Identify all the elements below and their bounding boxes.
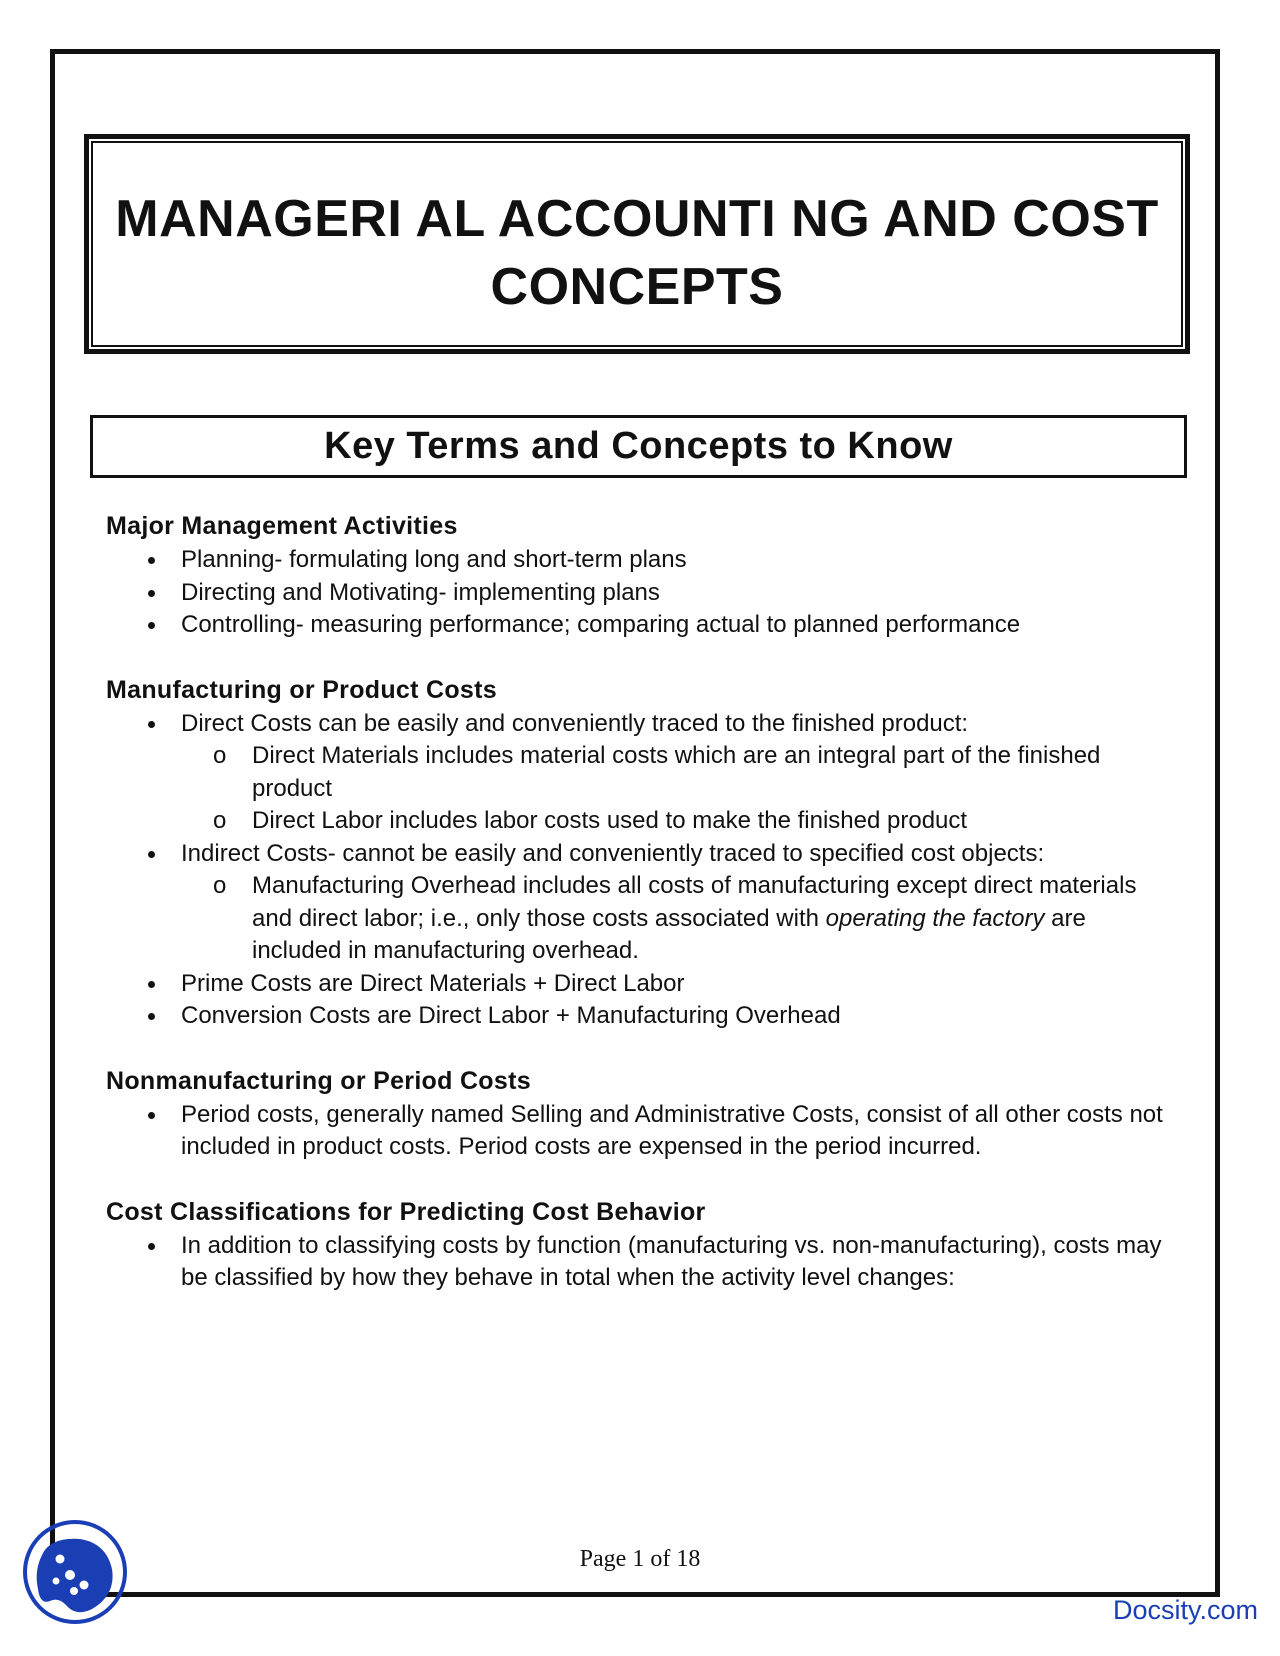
bullet-icon bbox=[148, 590, 155, 597]
sub-list-item bbox=[213, 740, 1176, 805]
section-heading: Nonmanufacturing or Period Costs bbox=[106, 1066, 531, 1095]
section-heading: Major Management Activities bbox=[106, 512, 458, 540]
subtitle-box bbox=[90, 415, 1187, 478]
list-item-text: Prime Costs are Direct Materials + Direct Labor bbox=[181, 969, 685, 997]
section-period-costs bbox=[106, 1065, 1176, 1164]
list-item bbox=[106, 708, 1176, 838]
sub-list-item bbox=[213, 805, 1176, 838]
list-item bbox=[106, 609, 1176, 642]
bullet-list bbox=[106, 1099, 1176, 1164]
list-item-text: Conversion Costs are Direct Labor + Manufacturing Overhead bbox=[181, 1002, 841, 1029]
bullet-list bbox=[106, 708, 1176, 1033]
list-item bbox=[106, 1099, 1176, 1164]
bullet-icon bbox=[148, 622, 155, 629]
bullet-icon bbox=[148, 1013, 155, 1020]
list-item-text: Controlling- measuring performance; comparing actual to planned performance bbox=[181, 611, 1021, 638]
list-item-text: Indirect Costs- cannot be easily and conveniently traced to specified cost objects: bbox=[181, 839, 1045, 867]
section-product-costs bbox=[106, 674, 1176, 1033]
sub-list bbox=[213, 740, 1176, 838]
list-item bbox=[106, 838, 1176, 968]
document-subtitle: Key Terms and Concepts to Know bbox=[324, 425, 953, 467]
section-heading: Manufacturing or Product Costs bbox=[106, 675, 497, 704]
bullet-icon bbox=[148, 557, 155, 564]
circle-bullet-icon: o bbox=[213, 872, 227, 899]
sub-item-text: Direct Labor includes labor costs used to make the finished product bbox=[252, 807, 968, 834]
bullet-icon bbox=[148, 1112, 155, 1119]
list-item-text: In addition to classifying costs by function (manufacturing vs. non-manufacturing), costs may be classified by how they behave in total when the activity level changes: bbox=[181, 1231, 1162, 1291]
bullet-icon bbox=[148, 851, 155, 858]
bullet-icon bbox=[148, 1243, 155, 1250]
italic-phrase: operating the factory bbox=[825, 904, 1045, 932]
bullet-list bbox=[106, 544, 1176, 642]
list-item bbox=[106, 968, 1176, 1001]
page-number: Page 1 of 18 bbox=[579, 1546, 701, 1572]
sub-list bbox=[213, 870, 1176, 968]
bullet-list bbox=[106, 1230, 1176, 1295]
docsity-watermark[interactable]: Docsity.com bbox=[1112, 1595, 1258, 1625]
list-item bbox=[106, 577, 1176, 610]
sub-item-text: are included in manufacturing overhead. bbox=[252, 904, 1086, 964]
list-item bbox=[106, 1000, 1176, 1033]
section-cost-behavior bbox=[106, 1196, 1176, 1295]
main-content bbox=[106, 510, 1176, 1327]
list-item bbox=[106, 544, 1176, 577]
docsity-logo-icon bbox=[20, 1517, 130, 1627]
section-heading: Cost Classifications for Predicting Cost Behavior bbox=[106, 1197, 706, 1226]
list-item-text: Period costs, generally named Selling and Administrative Costs, consist of all other costs not included in product costs. Period costs are expensed in the period incurred. bbox=[181, 1100, 1163, 1160]
section-management-activities bbox=[106, 510, 1176, 642]
list-item-text: Directing and Motivating- implementing plans bbox=[181, 578, 660, 606]
circle-bullet-icon: o bbox=[213, 807, 227, 834]
title-box bbox=[84, 134, 1190, 354]
sub-item-text: Direct Materials includes material costs which are an integral part of the finished product bbox=[252, 742, 1101, 802]
bullet-icon bbox=[148, 981, 155, 988]
list-item bbox=[106, 1230, 1176, 1295]
title-inner-frame bbox=[91, 141, 1183, 347]
list-item-text: Planning- formulating long and short-term plans bbox=[181, 546, 687, 573]
list-item-text: Direct Costs can be easily and conveniently traced to the finished product: bbox=[181, 709, 969, 737]
bullet-icon bbox=[148, 721, 155, 728]
sub-item-text: Manufacturing Overhead includes all costs of manufacturing except direct materials and direct labor; i.e., only those costs associated with bbox=[252, 872, 1137, 932]
sub-list-item bbox=[213, 870, 1176, 968]
document-title: MANAGERI AL ACCOUNTI NG AND COST CONCEPTS bbox=[115, 190, 1159, 316]
circle-bullet-icon: o bbox=[213, 742, 227, 769]
